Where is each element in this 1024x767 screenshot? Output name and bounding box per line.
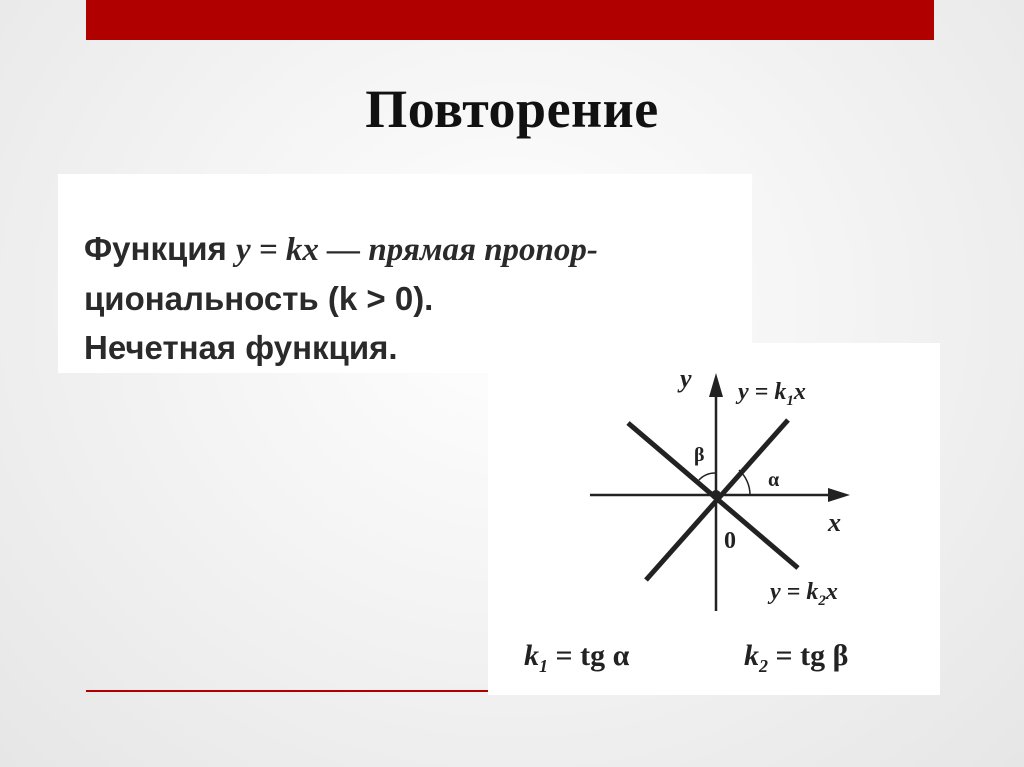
line-k1-label-suffix: x [793,379,806,405]
line-k1-label [735,379,806,409]
formula-k1-letter: k [524,639,539,672]
graph-box [488,343,940,695]
alpha-label: α [768,469,780,491]
top-accent-bar [86,0,934,40]
formula-k1 [524,639,630,676]
x-axis-label: x [828,508,841,537]
graph-svg [488,343,940,695]
formula-k1-sub: 1 [539,656,548,676]
beta-label: β [694,444,705,466]
definition-line-1 [84,232,598,267]
line-k1-label-sub: 1 [786,393,794,409]
definition-line-1-prefix: Функция [84,230,236,267]
beta-arc [699,473,716,480]
formula-k2-sub: 2 [759,656,768,676]
y-axis-arrow-icon [709,373,723,397]
formula-k1-rest: = tg α [548,639,630,672]
line-k2-label-suffix: x [825,579,838,605]
y-axis-label: y [680,364,692,393]
formula-k2 [744,639,848,676]
origin-point [711,490,721,500]
line-k2-label [767,579,838,609]
definition-line-2-prefix: циональность [84,280,328,317]
definition-line-1-formula: y = kx — прямая пропор- [235,232,598,268]
x-axis-arrow-icon [828,488,850,502]
formula-k2-rest: = tg β [768,639,849,672]
bottom-accent-line [86,690,488,692]
line-k1-label-main: y = k [738,379,787,405]
definition-line-2-formula: (k > 0). [327,280,434,317]
definition-line-2 [84,282,433,315]
formula-k2-letter: k [744,639,759,672]
line-k2-label-sub: 2 [818,593,826,609]
slide-title: Повторение [365,79,659,139]
definition-line-3: Нечетная функция. [84,329,398,366]
line-k2-label-main: y = k [770,579,819,605]
origin-label: 0 [724,528,736,554]
